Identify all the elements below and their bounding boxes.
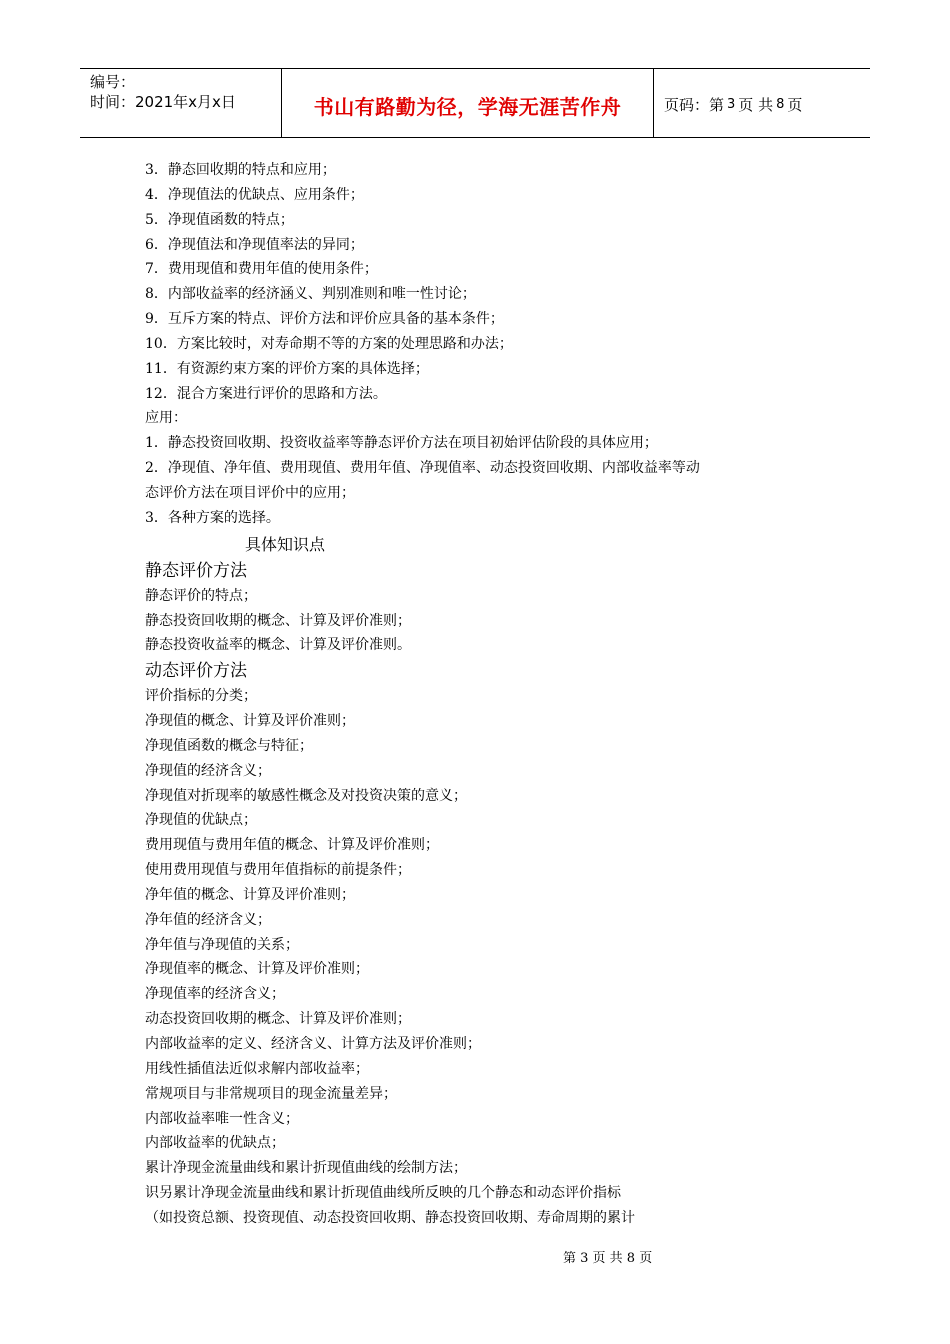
list-item: 净年值的概念、计算及评价准则； (145, 886, 355, 903)
list-item: 6．净现值法和净现值率法的异同； (145, 236, 364, 253)
list-item: 静态投资收益率的概念、计算及评价准则。 (145, 637, 411, 654)
list-item: 8．内部收益率的经济涵义、判别准则和唯一性讨论； (145, 286, 476, 303)
code-label: 编号： (90, 73, 136, 91)
list-item: 3．静态回收期的特点和应用； (145, 162, 336, 178)
list-item: 态评价方法在项目评价中的应用； (145, 484, 355, 501)
list-item: 净现值率的概念、计算及评价准则； (145, 961, 369, 978)
list-item: 费用现值与费用年值的概念、计算及评价准则； (145, 837, 439, 854)
list-item: 9．互斥方案的特点、评价方法和评价应具备的基本条件； (145, 311, 504, 328)
application-label: 应用： (145, 410, 187, 427)
list-item: 1．静态投资回收期、投资收益率等静态评价方法在项目初始评估阶段的具体应用； (145, 435, 658, 452)
list-item: 内部收益率的定义、经济含义、计算方法及评价准则； (145, 1036, 481, 1052)
date-label: 时间：2021年x月x日 (90, 93, 236, 111)
page-current: 3 (727, 96, 736, 112)
dynamic-section-list (145, 684, 825, 1231)
list-item: 净年值与净现值的关系； (145, 936, 299, 953)
list-item: 动态投资回收期的概念、计算及评价准则； (145, 1011, 411, 1028)
list-item: 净现值函数的概念与特征； (145, 737, 313, 754)
list-item: 净现值的概念、计算及评价准则； (145, 713, 355, 730)
header-motto: 书山有路勤为径，学海无涯苦作舟 (282, 69, 654, 137)
list-item: 7．费用现值和费用年值的使用条件； (145, 261, 378, 278)
list-item: 累计净现金流量曲线和累计折现值曲线的绘制方法； (145, 1160, 467, 1177)
list-item: 10．方案比较时，对寿命期不等的方案的处理思路和办法； (145, 335, 513, 352)
list-item: 净现值的经济含义； (145, 762, 271, 779)
page-prefix: 页码：第 (664, 95, 725, 114)
list-item: 用线性插值法近似求解内部收益率； (145, 1060, 369, 1077)
header-meta (80, 69, 282, 137)
list-item: 评价指标的分类； (145, 688, 257, 705)
list-item: 使用费用现值与费用年值指标的前提条件； (145, 862, 411, 879)
list-item: 净现值的优缺点； (145, 812, 257, 829)
page-suffix: 页 (787, 95, 803, 114)
list-item: 静态投资回收期的概念、计算及评价准则； (145, 612, 411, 629)
dynamic-section-title: 动态评价方法 (145, 661, 247, 682)
list-item: 净现值对折现率的敏感性概念及对投资决策的意义； (145, 787, 467, 804)
knowledge-title: 具体知识点 (245, 534, 326, 554)
list-item: 常规项目与非常规项目的现金流量差异； (145, 1085, 397, 1102)
list-item: 11．有资源约束方案的评价方案的具体选择； (145, 360, 429, 377)
list-item: 识另累计净现金流量曲线和累计折现值曲线所反映的几个静态和动态评价指标 (145, 1185, 621, 1202)
list-item: 内部收益率唯一性含义； (145, 1110, 299, 1127)
application-list (145, 431, 825, 530)
list-item: 净年值的经济含义； (145, 911, 271, 928)
list-item: 内部收益率的优缺点； (145, 1135, 285, 1152)
header-page-number (654, 69, 870, 137)
list-item: 12．混合方案进行评价的思路和方法。 (145, 385, 387, 402)
static-section-list (145, 584, 825, 659)
page-mid: 页 共 (738, 95, 774, 114)
page-total: 8 (776, 96, 785, 112)
document-body (145, 158, 825, 1231)
footer-page-number: 第 3 页 共 8 页 (563, 1251, 653, 1266)
page-header (80, 68, 870, 138)
list-item: 净现值率的经济含义； (145, 986, 285, 1003)
list-item: 2．净现值、净年值、费用现值、费用年值、净现值率、动态投资回收期、内部收益率等动 (145, 460, 700, 477)
list-item: 5．净现值函数的特点； (145, 211, 294, 228)
list-item: 静态评价的特点； (145, 587, 257, 604)
static-section-title: 静态评价方法 (145, 560, 247, 581)
list-item: 3．各种方案的选择。 (145, 509, 280, 526)
review-list (145, 158, 825, 406)
list-item: 4．净现值法的优缺点、应用条件； (145, 186, 364, 203)
list-item: （如投资总额、投资现值、动态投资回收期、静态投资回收期、寿命周期的累计 (145, 1209, 635, 1226)
